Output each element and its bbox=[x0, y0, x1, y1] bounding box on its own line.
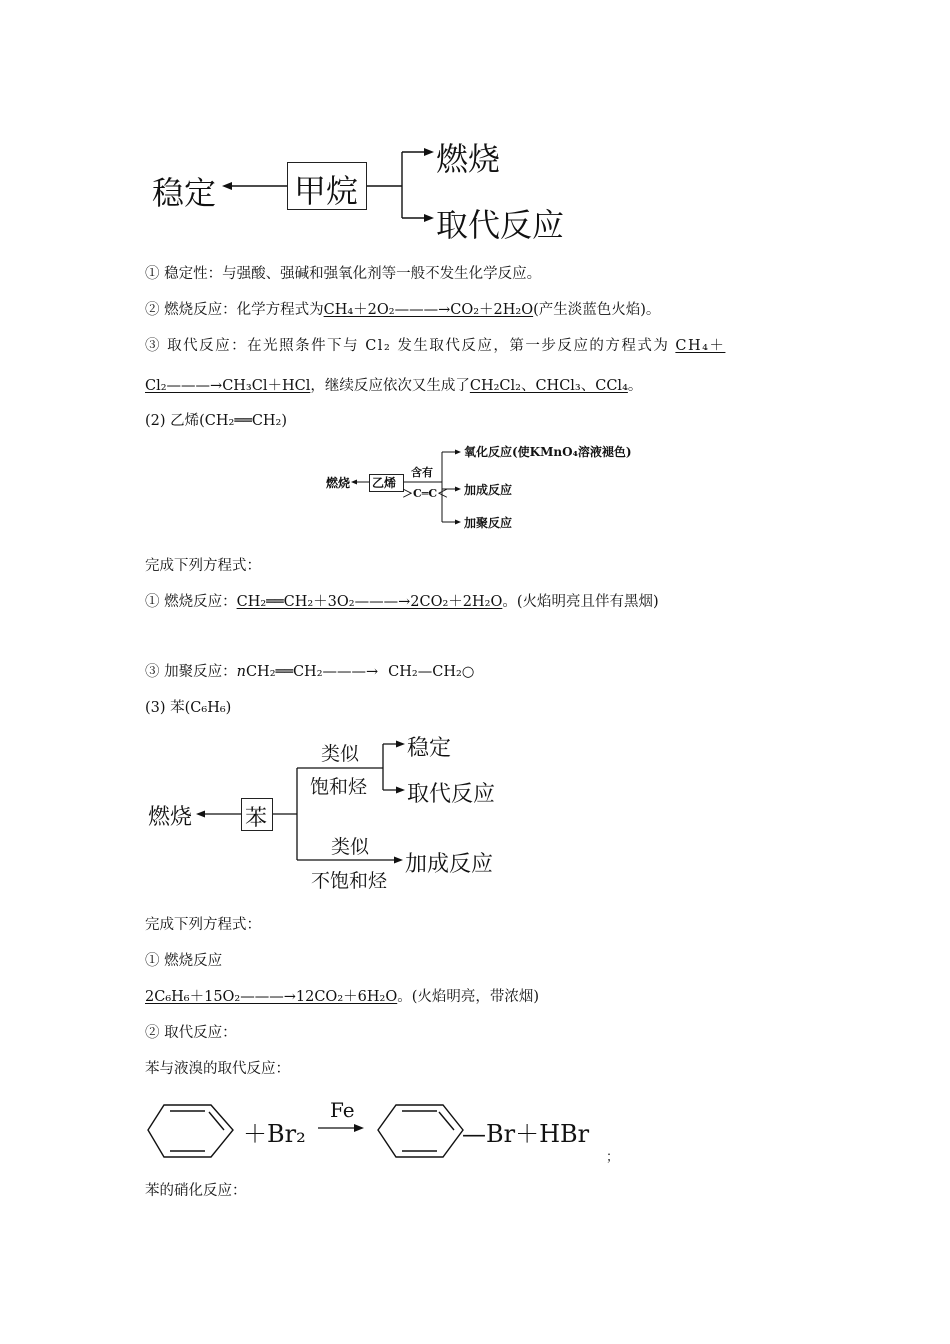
methane-center-label: 甲烷 bbox=[294, 172, 359, 210]
iron-catalyst: Fe bbox=[330, 1098, 355, 1122]
ethylene-heading: (2) 乙烯(CH₂══CH₂) bbox=[145, 413, 288, 429]
ethylene-double-bond: ＞C═C＜ bbox=[402, 487, 449, 500]
benzene-ring-product bbox=[378, 1105, 463, 1157]
methane-line-1: ① 稳定性：与强酸、强碱和强氧化剂等一般不发生化学反应。 bbox=[145, 266, 542, 282]
ethylene-eq1-prefix: ① 燃烧反应： bbox=[145, 594, 237, 610]
ethylene-complete-instruction: 完成下列方程式： bbox=[145, 558, 261, 574]
ethylene-polymerization-label: 加聚反应 bbox=[464, 516, 513, 530]
ethylene-oxidation-label: 氧化反应(使KMnO₄溶液褪色) bbox=[464, 445, 632, 459]
benzene-lower-label-1: 类似 bbox=[331, 836, 370, 858]
methane-line-4-end: 。 bbox=[627, 378, 643, 394]
benzene-center-label: 苯 bbox=[245, 806, 268, 831]
benzene-lower-label-2: 不饱和烃 bbox=[311, 870, 388, 892]
reaction-semicolon: ； bbox=[606, 1150, 620, 1165]
methane-line-2-prefix: ② 燃烧反应：化学方程式为 bbox=[145, 302, 324, 318]
methane-burn-label: 燃烧 bbox=[436, 140, 501, 178]
ethylene-center-label: 乙烯 bbox=[372, 476, 397, 490]
methane-combustion-equation: CH₄＋2O₂———→CO₂＋2H₂O bbox=[323, 302, 534, 318]
ethylene-branch-top: 含有 bbox=[411, 466, 433, 479]
benzene-heading: (3) 苯(C₆H₆) bbox=[145, 700, 232, 716]
benzene-substitution-title: ② 取代反应： bbox=[145, 1025, 237, 1041]
methane-substitution-equation-b: Cl₂———→CH₃Cl＋HCl bbox=[145, 378, 311, 394]
ethylene-eq3-prefix: ③ 加聚反应： bbox=[145, 664, 237, 680]
ethylene-polymerization-equation: CH₂══CH₂———→ bbox=[245, 664, 379, 680]
bromobenzene-product: —Br＋HBr bbox=[462, 1120, 590, 1148]
methane-further-products: CH₂Cl₂、CHCl₃、CCl₄ bbox=[469, 378, 628, 394]
benzene-stable-label: 稳定 bbox=[407, 736, 452, 761]
ethylene-burn-label: 燃烧 bbox=[326, 476, 351, 490]
ethylene-eq1-suffix: 。(火焰明亮且伴有黑烟) bbox=[502, 594, 659, 610]
bromine-reagent: ＋Br₂ bbox=[243, 1120, 306, 1148]
benzene-addition-label: 加成反应 bbox=[405, 852, 494, 877]
polyethylene-product: CH₂—CH₂○ bbox=[388, 664, 475, 680]
methane-line-2-suffix: (产生淡蓝色火焰)。 bbox=[533, 302, 661, 318]
methane-line-4-mid: ，继续反应依次又生成了 bbox=[310, 378, 470, 394]
benzene-burn-title: ① 燃烧反应 bbox=[145, 953, 223, 969]
benzene-combustion-equation: 2C₆H₆＋15O₂———→12CO₂＋6H₂O bbox=[145, 989, 398, 1005]
methane-substitution-equation-a: CH₄＋ bbox=[675, 338, 726, 354]
benzene-substitution-label: 取代反应 bbox=[407, 782, 496, 807]
methane-stable-label: 稳定 bbox=[152, 174, 217, 212]
methane-substitution-label: 取代反应 bbox=[436, 206, 565, 244]
benzene-burn-suffix: 。(火焰明亮，带浓烟) bbox=[397, 989, 540, 1005]
methane-line-3-prefix: ③ 取代反应：在光照条件下与 Cl₂ 发生取代反应，第一步反应的方程式为 bbox=[145, 338, 670, 354]
benzene-ring-reactant bbox=[148, 1105, 233, 1157]
benzene-complete-instruction: 完成下列方程式： bbox=[145, 917, 261, 933]
benzene-bromination-title: 苯与液溴的取代反应： bbox=[145, 1061, 290, 1077]
benzene-upper-label-1: 类似 bbox=[321, 743, 360, 765]
benzene-upper-label-2: 饱和烃 bbox=[310, 776, 368, 798]
ethylene-addition-label: 加成反应 bbox=[464, 483, 513, 497]
ethylene-combustion-equation: CH₂══CH₂＋3O₂———→2CO₂＋2H₂O bbox=[236, 594, 503, 610]
benzene-nitration-title: 苯的硝化反应： bbox=[145, 1183, 247, 1199]
ethylene-eq3-n: n bbox=[236, 664, 246, 680]
benzene-burn-label: 燃烧 bbox=[148, 805, 193, 830]
